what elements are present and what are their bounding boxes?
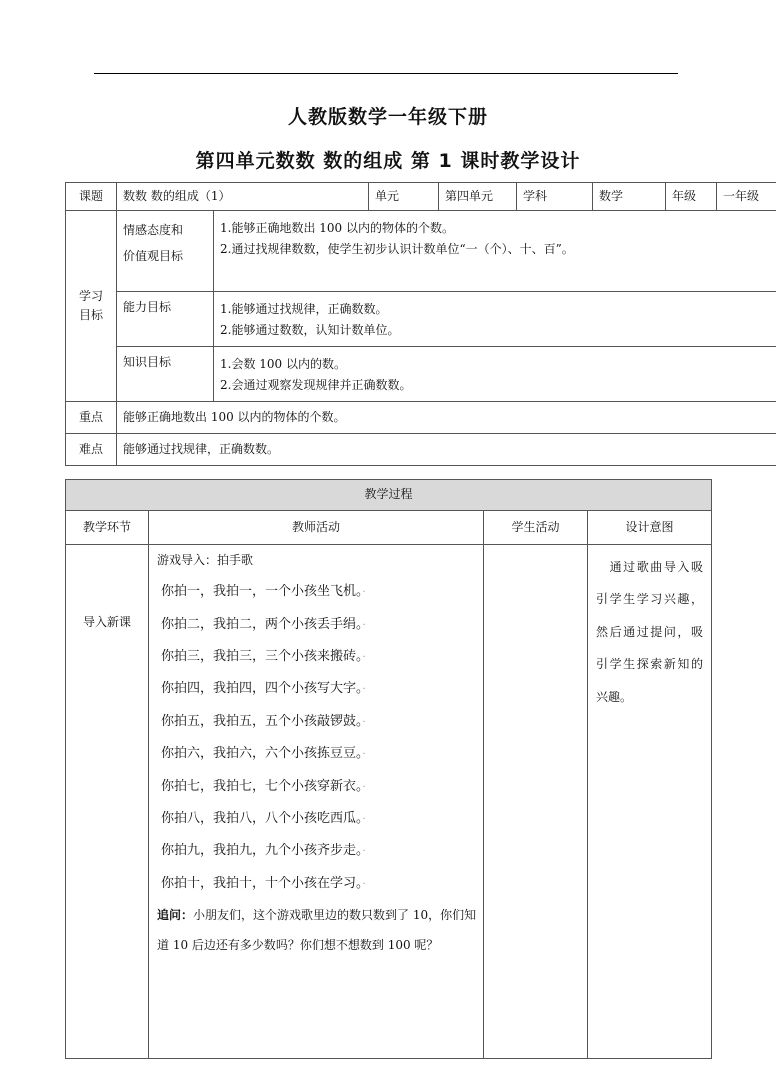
knowledge-goal-label: 知识目标 bbox=[117, 347, 214, 402]
column-header: 学生活动 bbox=[484, 511, 588, 545]
unit-value: 第四单元 bbox=[439, 183, 517, 211]
design-intent bbox=[588, 545, 712, 1059]
song-line: 你拍四，我拍四，四个小孩写大字。· bbox=[161, 681, 366, 697]
song-line: 你拍十，我拍十，十个小孩在学习。· bbox=[161, 875, 366, 891]
lesson-label: 课题 bbox=[66, 183, 117, 211]
lesson-info-table bbox=[65, 182, 776, 466]
emotion-label-line1: 情感态度和 bbox=[123, 223, 184, 237]
emotion-goal-item: 2.通过找规律数数，使学生初步认识计数单位“一（个）、十、百”。 bbox=[220, 242, 574, 257]
emotion-goal-text bbox=[214, 211, 776, 292]
question-text: 小朋友们，这个游戏歌里边的数只数到了 10，你们知道 10 后边还有多少数吗？你们想不想数到 100 呢？ bbox=[157, 908, 477, 953]
follow-up-question bbox=[157, 900, 477, 960]
grade-label: 年级 bbox=[666, 183, 717, 211]
goal-emotion-row bbox=[66, 211, 776, 292]
song-line: 你拍七，我拍七，七个小孩穿新衣。· bbox=[161, 778, 366, 794]
document-title: 人教版数学一年级下册 bbox=[287, 106, 488, 128]
song-line: 你拍六，我拍六，六个小孩拣豆豆。· bbox=[161, 746, 366, 762]
song-line: 你拍一，我拍一，一个小孩坐飞机。· bbox=[161, 584, 366, 600]
song-line: 你拍九，我拍九，九个小孩齐步走。· bbox=[161, 843, 366, 859]
subject-label: 学科 bbox=[517, 183, 593, 211]
knowledge-goal-item: 2.会通过观察发现规律并正确数数。 bbox=[220, 378, 412, 393]
question-label: 追问： bbox=[157, 908, 194, 923]
student-activity bbox=[484, 545, 588, 1059]
goals-label-line2: 目标 bbox=[78, 308, 103, 322]
knowledge-goal-item: 1.会数 100 以内的数。 bbox=[220, 357, 346, 371]
document-subtitle: 第四单元数数 数的组成 第 1 课时教学设计 bbox=[195, 150, 581, 172]
emotion-goal-item: 1.能够正确地数出 100 以内的物体的个数。 bbox=[220, 221, 454, 235]
process-row bbox=[66, 545, 712, 1059]
column-header: 教学环节 bbox=[66, 511, 149, 545]
key-point-value: 能够正确地数出 100 以内的物体的个数。 bbox=[117, 402, 776, 434]
ability-goal-item: 2.能够通过数数，认知计数单位。 bbox=[220, 323, 400, 338]
song-line: 你拍三，我拍三，三个小孩来搬砖。· bbox=[161, 648, 366, 664]
goal-ability-row bbox=[66, 292, 776, 347]
subject-value: 数学 bbox=[593, 183, 666, 211]
song-line: 你拍五，我拍五，五个小孩敲锣鼓。· bbox=[161, 713, 366, 729]
emotion-label-line2: 价值观目标 bbox=[123, 249, 184, 264]
design-intent-text: 通过歌曲导入吸引学生学习兴趣，然后通过提问，吸引学生探索新知的兴趣。 bbox=[596, 560, 704, 704]
song-line: 你拍二，我拍二，两个小孩丢手绢。· bbox=[161, 616, 366, 632]
difficulty-value: 能够通过找规律，正确数数。 bbox=[117, 434, 776, 466]
goals-label-line1: 学习 bbox=[78, 288, 103, 303]
knowledge-goal-text bbox=[214, 347, 776, 402]
emotion-goal-label bbox=[117, 211, 214, 292]
info-row bbox=[66, 183, 776, 211]
header-rule bbox=[94, 73, 678, 74]
lesson-value: 数数 数的组成（1） bbox=[117, 183, 369, 211]
teaching-process-table bbox=[65, 479, 712, 1059]
difficulty-row bbox=[66, 434, 776, 466]
ability-goal-label: 能力目标 bbox=[117, 292, 214, 347]
ability-goal-item: 1.能够通过找规律，正确数数。 bbox=[220, 302, 388, 316]
goals-label bbox=[66, 211, 117, 402]
process-header-row bbox=[66, 511, 712, 545]
process-heading: 教学过程 bbox=[66, 480, 712, 511]
column-header: 教师活动 bbox=[149, 511, 484, 545]
difficulty-label: 难点 bbox=[66, 434, 117, 466]
ability-goal-text bbox=[214, 292, 776, 347]
key-point-row bbox=[66, 402, 776, 434]
column-header: 设计意图 bbox=[588, 511, 712, 545]
teacher-activity bbox=[149, 545, 484, 1059]
goal-knowledge-row bbox=[66, 347, 776, 402]
grade-value: 一年级 bbox=[717, 183, 776, 211]
stage-name: 导入新课 bbox=[66, 545, 149, 1059]
unit-label: 单元 bbox=[369, 183, 439, 211]
song-line: 你拍八，我拍八，八个小孩吃西瓜。· bbox=[161, 810, 366, 826]
key-point-label: 重点 bbox=[66, 402, 117, 434]
activity-intro: 游戏导入：拍手歌 bbox=[157, 553, 254, 567]
